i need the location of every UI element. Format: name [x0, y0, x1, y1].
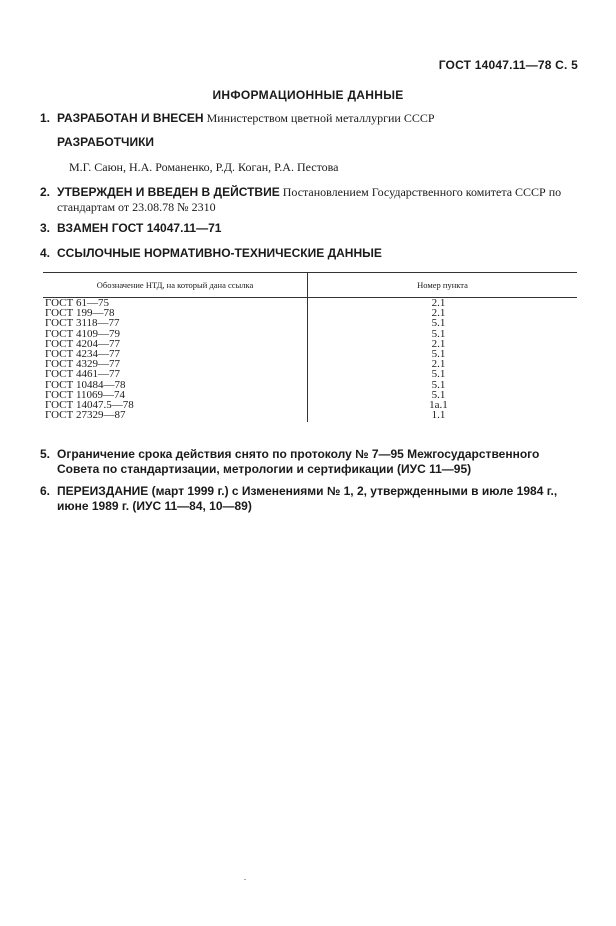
reference-table-header	[43, 273, 577, 298]
table-cell-document: ГОСТ 4109—79	[45, 327, 120, 340]
section-4-number: 4.	[40, 246, 51, 260]
table-row	[43, 339, 577, 349]
section-6-text: (март 1999 г.) с Изменениями № 1, 2, утвержденными в июле 1984 г., июне 1989 г. (ИУС 11—84, 10—89)	[57, 484, 558, 513]
table-cell-clause: 2.1	[308, 339, 578, 349]
section-5	[40, 447, 578, 477]
section-1-text: Министерством цветной металлургии СССР	[206, 111, 435, 125]
table-cell-document: ГОСТ 4204—77	[45, 337, 120, 350]
section-3	[40, 221, 578, 236]
table-cell-clause: 1а.1	[308, 400, 578, 410]
section-4	[40, 246, 578, 261]
developers-list: М.Г. Саюн, Н.А. Романенко, Р.Д. Коган, Р.А. Пестова	[69, 160, 339, 174]
table-row	[43, 359, 577, 369]
section-1-lead: РАЗРАБОТАН И ВНЕСЕН	[57, 111, 204, 125]
table-cell-document: ГОСТ 61—75	[45, 297, 109, 309]
table-cell-document: ГОСТ 10484—78	[45, 378, 126, 391]
table-cell-clause: 2.1	[308, 308, 578, 318]
section-6-number: 6.	[40, 484, 51, 498]
table-row	[43, 410, 577, 422]
section-6-lead: ПЕРЕИЗДАНИЕ	[57, 484, 149, 498]
section-3-number: 3.	[40, 221, 51, 235]
section-2-text: Постановлением Государственного комитета СССР по стандартам от 23.08.78 № 2310	[57, 185, 562, 214]
section-2-lead: УТВЕРЖДЕН И ВВЕДЕН В ДЕЙСТВИЕ	[57, 185, 280, 199]
section-2-number: 2.	[40, 185, 51, 199]
document-title: ИНФОРМАЦИОННЫЕ ДАННЫЕ	[212, 88, 404, 102]
table-row	[43, 318, 577, 328]
section-4-lead: ССЫЛОЧНЫЕ НОРМАТИВНО-ТЕХНИЧЕСКИЕ ДАННЫЕ	[57, 246, 382, 260]
table-cell-clause: 5.1	[308, 349, 578, 359]
table-cell-clause: 5.1	[308, 318, 578, 328]
section-2	[40, 185, 578, 215]
table-cell-clause: 2.1	[308, 359, 578, 369]
table-cell-document: ГОСТ 27329—87	[45, 409, 126, 422]
table-cell-document: ГОСТ 4461—77	[45, 368, 120, 381]
section-1	[40, 111, 578, 126]
table-row	[43, 329, 577, 339]
column-header-clause: Номер пункта	[308, 273, 578, 298]
table-row	[43, 308, 577, 318]
table-cell-clause: 5.1	[308, 390, 578, 400]
reference-table	[43, 272, 577, 422]
table-row	[43, 298, 577, 309]
column-header-document: Обозначение НТД, на который дана ссылка	[43, 273, 308, 298]
section-1-number: 1.	[40, 111, 51, 125]
developers-heading: РАЗРАБОТЧИКИ	[57, 135, 155, 149]
table-cell-document: ГОСТ 14047.5—78	[45, 399, 134, 412]
section-6	[40, 484, 578, 514]
section-3-lead: ВЗАМЕН ГОСТ 14047.11—71	[57, 221, 222, 235]
section-5-text: Ограничение срока действия снято по протоколу № 7—95 Межгосударственного Совета по стандартизации, метрологии и сертификации (ИУС 11—95)	[57, 447, 540, 476]
section-5-number: 5.	[40, 447, 51, 461]
scan-speck	[244, 879, 246, 880]
table-cell-document: ГОСТ 4234—77	[45, 348, 120, 361]
table-cell-clause: 5.1	[308, 369, 578, 379]
page-header-code: ГОСТ 14047.11—78 С. 5	[438, 58, 578, 72]
table-cell-document: ГОСТ 11069—74	[45, 388, 126, 401]
table-cell-document: ГОСТ 4329—77	[45, 358, 120, 371]
table-cell-clause: 2.1	[308, 298, 578, 309]
table-cell-clause: 5.1	[308, 329, 578, 339]
table-cell-clause: 5.1	[308, 380, 578, 390]
table-cell-document: ГОСТ 199—78	[45, 307, 115, 320]
table-cell-clause: 1.1	[308, 410, 578, 422]
table-row	[43, 349, 577, 359]
table-cell-document: ГОСТ 3118—77	[45, 317, 120, 330]
